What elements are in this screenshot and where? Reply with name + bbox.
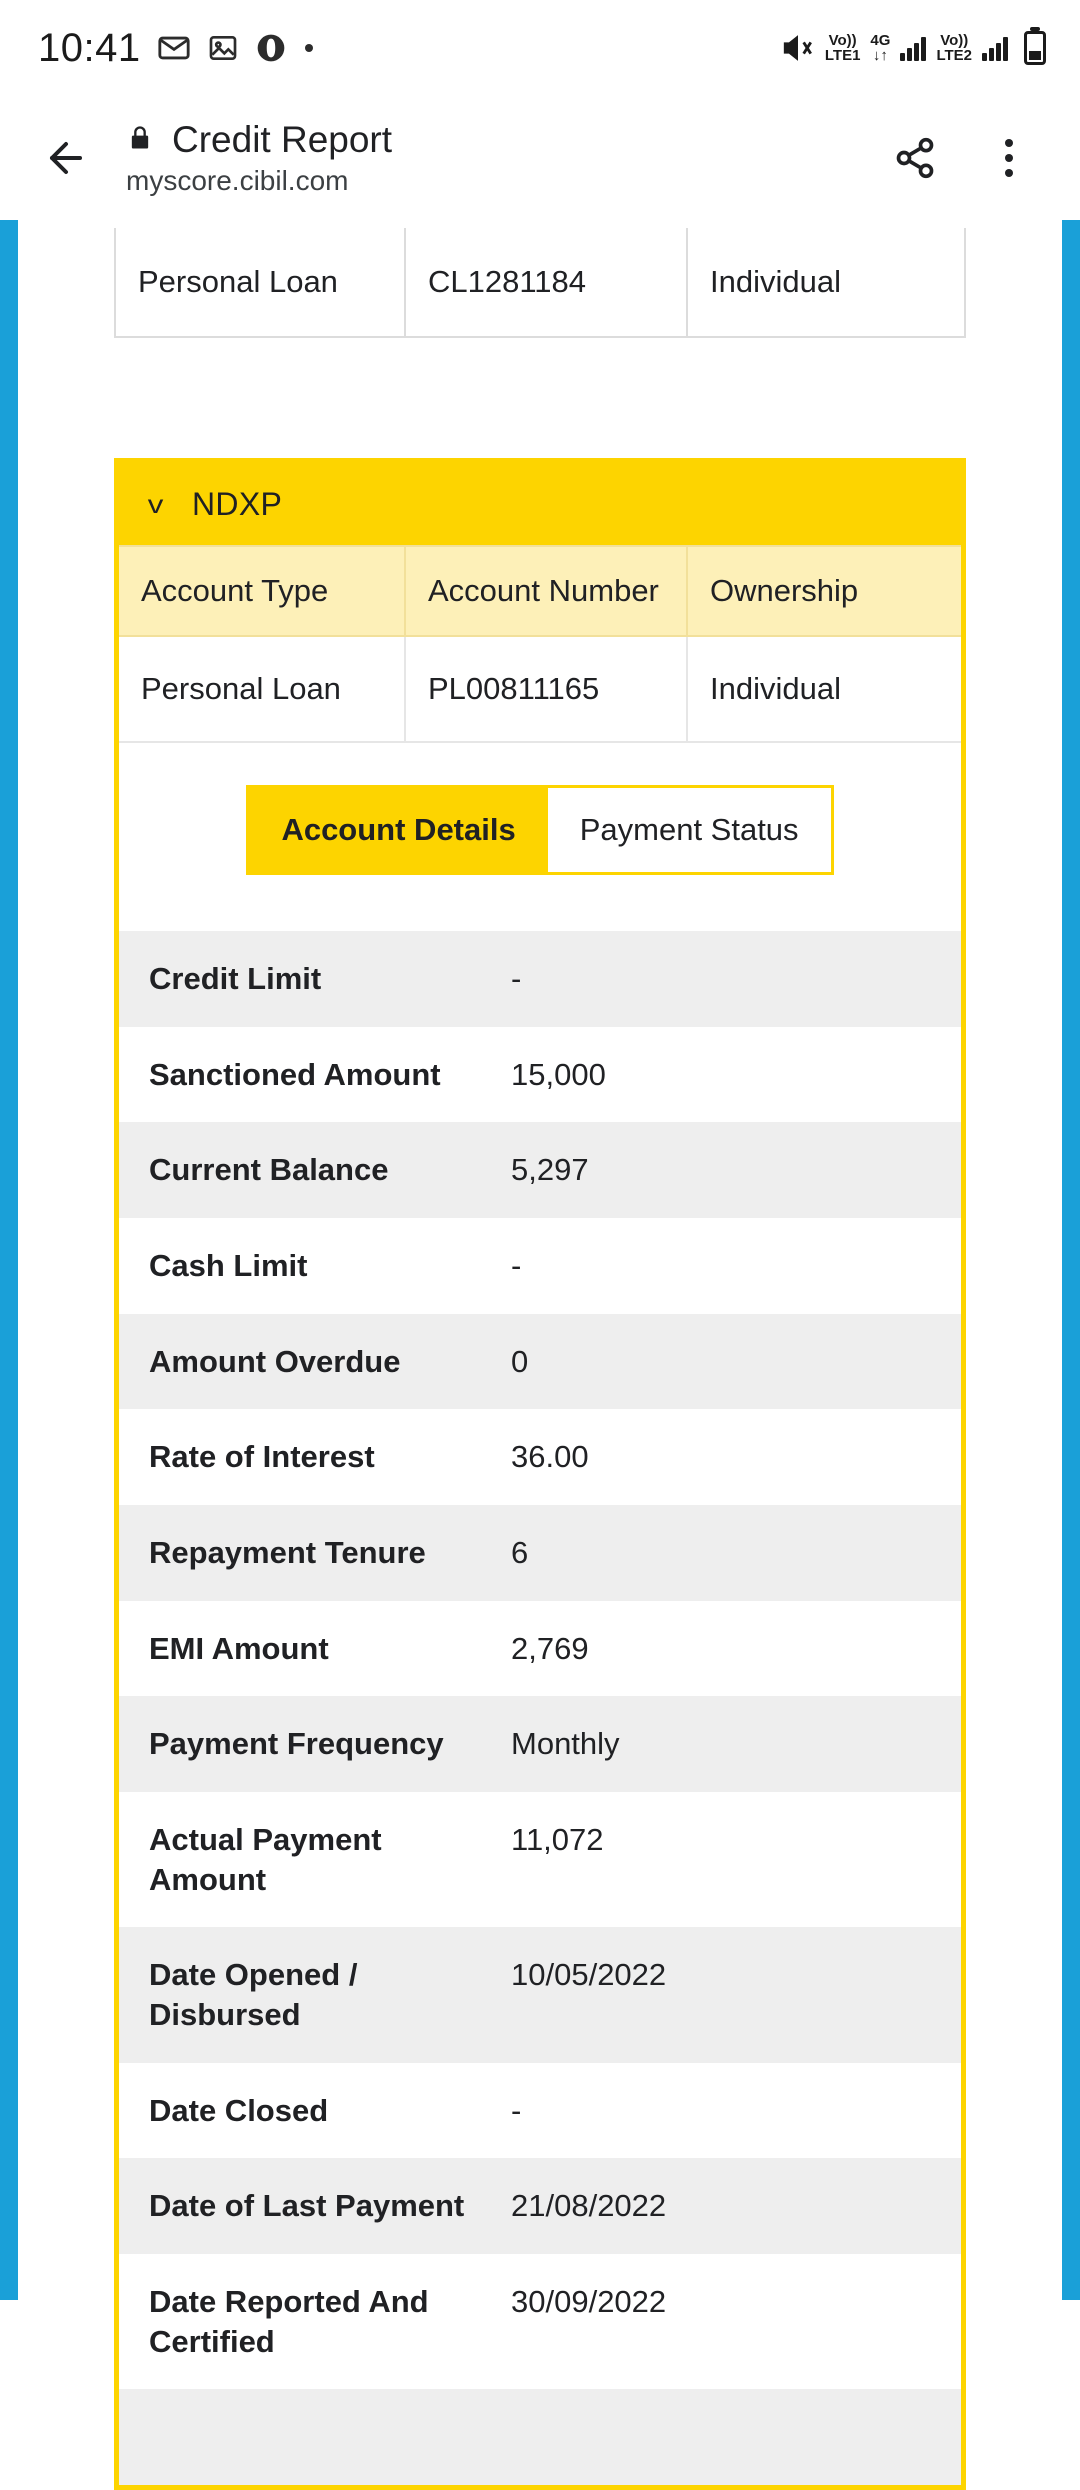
- network-indicator-lte2: Vo)) LTE2: [936, 32, 972, 64]
- detail-row-rate-of-interest: [119, 1409, 961, 1505]
- chevron-down-icon[interactable]: v: [147, 489, 164, 519]
- page-title: Credit Report: [172, 119, 393, 160]
- page-content: [18, 220, 1062, 2359]
- detail-value: [497, 2417, 931, 2457]
- detail-row-cash-limit: [119, 1218, 961, 1314]
- header-ownership: Ownership: [687, 546, 961, 636]
- detail-value: 2,769: [511, 1630, 589, 1666]
- page-right-edge: [1062, 220, 1080, 2300]
- detail-row-next: [119, 2389, 961, 2485]
- account-card: [114, 458, 966, 2490]
- gmail-icon: [157, 31, 191, 65]
- detail-value: 5,297: [511, 1152, 589, 1188]
- detail-value: 21/08/2022: [511, 2188, 667, 2224]
- status-bar-right: [781, 31, 1046, 65]
- account-card-header[interactable]: [119, 463, 961, 545]
- detail-value: 30/09/2022: [511, 2284, 667, 2320]
- cell-account-number: PL00811165: [405, 636, 687, 742]
- detail-label: [149, 2417, 497, 2457]
- detail-row-credit-limit: [119, 931, 961, 1027]
- network-indicator-lte1: Vo)) LTE1: [824, 32, 861, 64]
- table-cell-account-number: CL1281184: [406, 228, 688, 336]
- status-bar: [0, 0, 1080, 96]
- detail-row-date-last-payment: [119, 2158, 961, 2254]
- detail-label: Amount Overdue: [149, 1343, 401, 1379]
- mute-icon: [781, 31, 815, 65]
- signal-bars-icon-2: [982, 35, 1008, 61]
- address-bar-title-row: [126, 119, 880, 161]
- browser-app-bar: [0, 96, 1080, 220]
- page-left-edge: [0, 220, 18, 2300]
- network-indicator-4g: 4G ↓↑: [870, 32, 891, 64]
- tab-account-details[interactable]: Account Details: [249, 788, 547, 872]
- detail-label: Repayment Tenure: [149, 1535, 426, 1571]
- account-tabs: [246, 785, 833, 875]
- back-arrow-icon[interactable]: [30, 122, 102, 194]
- detail-label: Credit Limit: [149, 961, 322, 996]
- photos-icon: [207, 32, 239, 64]
- app-bar-actions: [880, 123, 1044, 193]
- detail-value: 6: [511, 1535, 529, 1571]
- table-header-row: [119, 546, 961, 636]
- detail-label: Date Reported And Certified: [149, 2284, 429, 2359]
- detail-label: Date Closed: [149, 2092, 329, 2128]
- detail-value: -: [511, 961, 522, 996]
- detail-value: 0: [511, 1343, 529, 1379]
- detail-value: -: [511, 2092, 522, 2128]
- detail-value: 11,072: [511, 1822, 604, 1858]
- detail-row-current-balance: [119, 1122, 961, 1218]
- status-bar-left: [38, 26, 315, 71]
- status-clock: 10:41: [38, 25, 141, 70]
- tab-payment-status[interactable]: Payment Status: [548, 788, 831, 872]
- detail-label: Payment Frequency: [149, 1726, 444, 1762]
- detail-row-sanctioned-amount: [119, 1027, 961, 1123]
- detail-label: EMI Amount: [149, 1630, 329, 1666]
- detail-row-repayment-tenure: [119, 1505, 961, 1601]
- detail-row-actual-payment-amount: [119, 1792, 961, 1927]
- account-name: NDXP: [192, 485, 283, 522]
- detail-value: 36.00: [511, 1439, 589, 1475]
- table-cell-account-type: Personal Loan: [116, 228, 406, 336]
- detail-label: Actual Payment Amount: [149, 1822, 382, 1897]
- detail-value: -: [511, 1248, 522, 1284]
- more-options-icon[interactable]: [974, 123, 1044, 193]
- previous-account-table-partial: [114, 228, 966, 338]
- detail-row-amount-overdue: [119, 1314, 961, 1410]
- detail-label: Sanctioned Amount: [149, 1056, 441, 1092]
- detail-value: Monthly: [511, 1726, 620, 1762]
- address-bar[interactable]: [102, 119, 880, 197]
- header-account-type: Account Type: [119, 546, 405, 636]
- header-account-number: Account Number: [405, 546, 687, 636]
- detail-label: Date Opened / Disbursed: [149, 1957, 358, 2033]
- battery-icon: [1024, 31, 1046, 65]
- detail-row-date-opened: [119, 1927, 961, 2062]
- opera-icon: [255, 32, 287, 64]
- detail-row-emi-amount: [119, 1601, 961, 1697]
- web-page-viewport[interactable]: [0, 220, 1080, 2359]
- dot-icon: [303, 42, 315, 54]
- share-icon[interactable]: [880, 123, 950, 193]
- detail-label: Date of Last Payment: [149, 2188, 465, 2224]
- detail-row-payment-frequency: [119, 1696, 961, 1792]
- detail-label: Current Balance: [149, 1152, 389, 1188]
- signal-bars-icon-1: [900, 35, 926, 61]
- lock-icon: [126, 121, 154, 160]
- account-tabs-container: [119, 743, 961, 931]
- detail-label: Rate of Interest: [149, 1439, 375, 1475]
- table-row: [119, 636, 961, 742]
- page-url: myscore.cibil.com: [126, 165, 349, 196]
- cell-ownership: Individual: [687, 636, 961, 742]
- table-cell-ownership: Individual: [710, 264, 841, 299]
- detail-label: Cash Limit: [149, 1248, 308, 1284]
- cell-account-type: Personal Loan: [119, 636, 405, 742]
- detail-row-date-closed: [119, 2063, 961, 2159]
- detail-value: 15,000: [511, 1056, 606, 1092]
- detail-value: 10/05/2022: [511, 1957, 667, 1993]
- detail-row-date-reported: [119, 2254, 961, 2389]
- account-summary-table: [119, 545, 961, 743]
- account-details-list: [119, 931, 961, 2485]
